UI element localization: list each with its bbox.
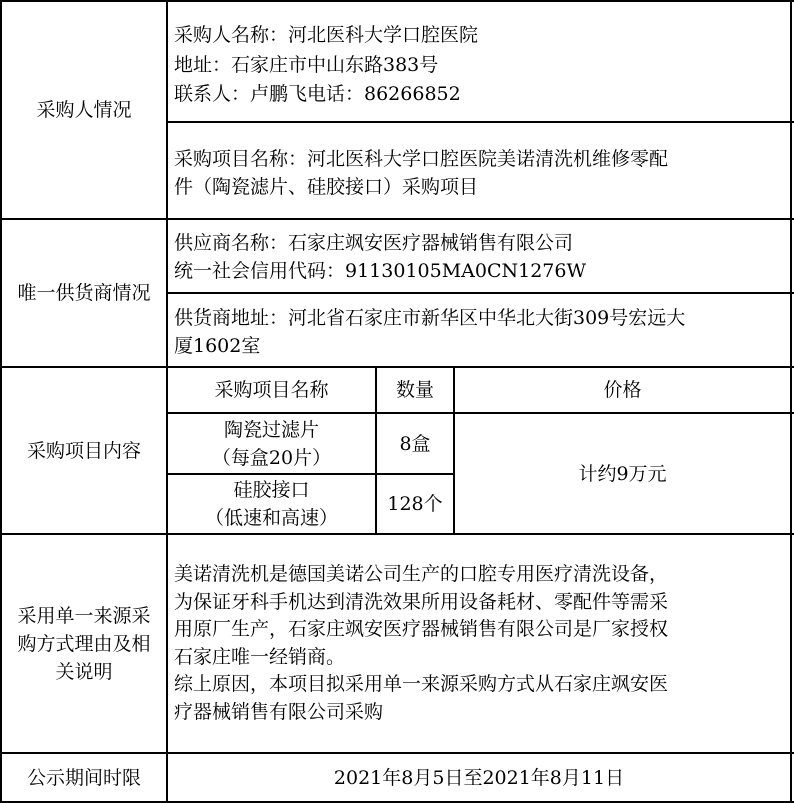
period-value: 2021年8月5日至2021年8月11日: [333, 766, 625, 789]
purchaser-contact: 联系人：卢鹏飞电话：86266852: [174, 83, 461, 105]
reason-text: [174, 561, 668, 726]
item-1-name-line-2: （每盒20片）: [211, 446, 332, 469]
item-2-quantity: 128个: [387, 493, 443, 515]
reason-line-1: 美诺清洗机是德国美诺公司生产的口腔专用医疗清洗设备，: [174, 563, 669, 585]
item-1-name-line-1: 陶瓷过滤片: [223, 418, 319, 441]
reason-label-line-1: 采用单一来源采: [17, 604, 151, 627]
reason-line-6: 疗器械销售有限公司采购: [174, 700, 384, 723]
project-name-line-2: 件（陶瓷滤片、硅胶接口）采购项目: [174, 176, 479, 198]
purchaser-subdivider: [166, 121, 794, 123]
purchaser-address: 地址：石家庄市中山东路383号: [174, 54, 439, 76]
header-price: 价格: [603, 379, 642, 401]
item-2-name-line-2: （低速和高速）: [204, 507, 338, 529]
supplier-name: 供应商名称：石家庄飒安医疗器械销售有限公司: [174, 232, 574, 254]
reason-line-4: 石家庄唯一经销商。: [174, 645, 346, 668]
header-item-name: 采购项目名称: [214, 379, 329, 401]
item-2-name-line-1: 硅胶接口: [233, 479, 310, 501]
period-label: 公示期间时限: [26, 766, 141, 789]
supplier-subdivider: [166, 292, 794, 294]
header-quantity: 数量: [395, 379, 434, 401]
purchaser-label: 采购人情况: [36, 99, 132, 121]
project-name-line-1: 采购项目名称：河北医科大学口腔医院美诺清洗机维修零配: [174, 148, 669, 170]
item-2-name: [168, 475, 375, 533]
reason-label: [2, 535, 166, 752]
reason-label-line-2: 购方式理由及相: [17, 632, 151, 655]
supplier-address-line-1: 供货商地址：河北省石家庄市新华区中华北大街309号宏远大: [174, 307, 686, 329]
content-label: 采购项目内容: [26, 439, 141, 462]
reason-line-2: 为保证牙科手机达到清洗效果所用设备耗材、零配件等需采: [174, 590, 669, 613]
supplier-credit-code: 统一社会信用代码：91130105MA0CN1276W: [174, 260, 587, 282]
price-value: 计约9万元: [578, 462, 667, 485]
purchaser-name: 采购人名称：河北医科大学口腔医院: [174, 24, 479, 46]
item-1-name: [168, 414, 375, 473]
item-1-quantity: 8盒: [399, 432, 431, 455]
reason-line-3: 用原厂生产，石家庄飒安医疗器械销售有限公司是厂家授权: [174, 618, 669, 640]
supplier-address-line-2: 厦1602室: [174, 335, 261, 357]
reason-line-5: 综上原因，本项目拟采用单一来源采购方式从石家庄飒安医: [174, 673, 669, 695]
supplier-label: 唯一供货商情况: [17, 282, 151, 304]
reason-label-line-3: 关说明: [55, 660, 113, 683]
